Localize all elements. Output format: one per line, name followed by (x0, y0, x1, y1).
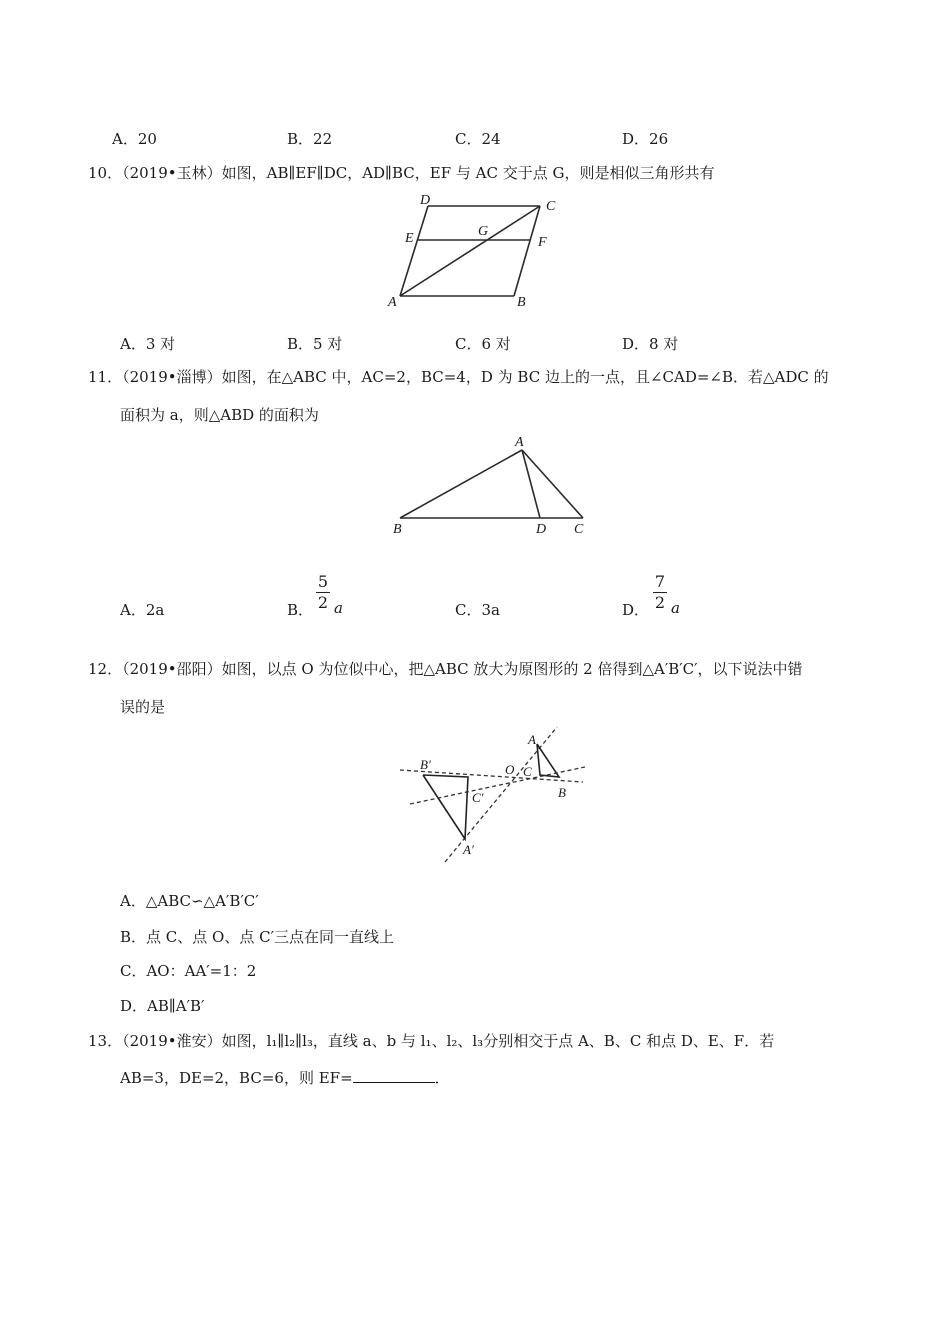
q12-label-b-prime: B′ (420, 757, 431, 772)
q12-label-c: C (523, 764, 532, 779)
q11-option-b-denominator: 2 (317, 593, 329, 612)
q10-label-e: E (405, 231, 414, 246)
q12-stem-line1 (88, 659, 803, 679)
q12-text1: 如图，以点 O 为位似中心，把△ABC 放大为原图形的 2 倍得到△A′B′C′，以下说法中错 (221, 660, 803, 678)
q11-option-c: C．3a (455, 601, 500, 619)
q11-option-b-label: B． (287, 601, 314, 619)
q11-label-c: C (574, 522, 584, 537)
q10-option-d: D．8 对 (622, 335, 679, 353)
q13-answer-blank[interactable] (353, 1068, 435, 1083)
q10-label-f: F (538, 235, 547, 250)
q13-period: ． (434, 1069, 450, 1087)
q11-option-b-fraction (316, 573, 330, 612)
q11-text1: 如图，在△ABC 中，AC=2，BC=4，D 为 BC 边上的一点，且∠CAD=∠B．若△ADC 的 (221, 368, 829, 386)
q12-label-a-prime: A′ (463, 842, 474, 857)
q12-stem-line2: 误的是 (120, 698, 166, 716)
q13-number: 13． (88, 1032, 123, 1050)
q11-label-d: D (536, 522, 547, 537)
q10-figure (380, 190, 570, 315)
q13-stem-line1 (88, 1031, 774, 1051)
q10-label-c: C (546, 199, 556, 214)
q11-label-b: B (393, 522, 402, 537)
q11-option-d-label: D． (622, 601, 650, 619)
q9-option-c: C．24 (455, 130, 501, 148)
q10-label-d: D (420, 193, 431, 208)
q10-label-a: A (388, 295, 397, 310)
q9-option-a: A．20 (112, 130, 157, 148)
q12-label-c-prime: C′ (472, 790, 484, 805)
q10-stem (88, 163, 715, 183)
q11-stem-line2: 面积为 a，则△ABD 的面积为 (120, 406, 319, 424)
q9-option-b: B．22 (287, 130, 333, 148)
q10-option-a: A．3 对 (120, 335, 176, 353)
q11-number: 11． (88, 368, 123, 386)
q12-label-o: O (505, 762, 515, 777)
q11-option-b-numerator: 5 (317, 572, 329, 591)
q11-figure (385, 430, 595, 540)
q12-option-b: B．点 C、点 O、点 C′三点在同一直线上 (120, 928, 394, 946)
q11-option-d-numerator: 7 (654, 572, 666, 591)
q9-option-d: D．26 (622, 130, 669, 148)
q10-source: （2019•玉林） (122, 164, 222, 182)
q12-option-c: C．AO：AA′=1：2 (120, 962, 257, 980)
q10-label-b: B (517, 295, 526, 310)
q11-label-a: A (515, 435, 524, 450)
q11-option-d-var: a (671, 599, 680, 617)
q12-label-a: A (528, 732, 536, 747)
q11-source: （2019•淄博） (122, 368, 222, 386)
q12-figure (395, 722, 595, 867)
q13-source: （2019•淮安） (122, 1032, 222, 1050)
q10-text: 如图，AB∥EF∥DC，AD∥BC，EF 与 AC 交于点 G，则是相似三角形共有 (221, 164, 715, 182)
q12-option-d: D．AB∥A′B′ (120, 997, 205, 1015)
q12-number: 12． (88, 660, 123, 678)
q12-source: （2019•邵阳） (122, 660, 222, 678)
q13-text1: 如图，l₁∥l₂∥l₃，直线 a、b 与 l₁、l₂、l₃分别相交于点 A、B、C 和点 D、E、F．若 (221, 1032, 775, 1050)
q11-option-d-denominator: 2 (654, 593, 666, 612)
q10-label-g: G (478, 224, 489, 239)
q11-stem-line1 (88, 367, 829, 387)
q11-option-b-var: a (334, 599, 343, 617)
q11-option-a: A．2a (120, 601, 165, 619)
q11-option-d-fraction (653, 573, 667, 612)
q10-number: 10． (88, 164, 123, 182)
q13-stem-line2 (120, 1068, 450, 1088)
q10-option-b: B．5 对 (287, 335, 343, 353)
q10-option-c: C．6 对 (455, 335, 511, 353)
q12-label-b: B (558, 785, 566, 800)
q12-option-a: A．△ABC∽△A′B′C′ (120, 892, 259, 910)
q13-text2: AB=3，DE=2，BC=6，则 EF= (120, 1069, 353, 1087)
